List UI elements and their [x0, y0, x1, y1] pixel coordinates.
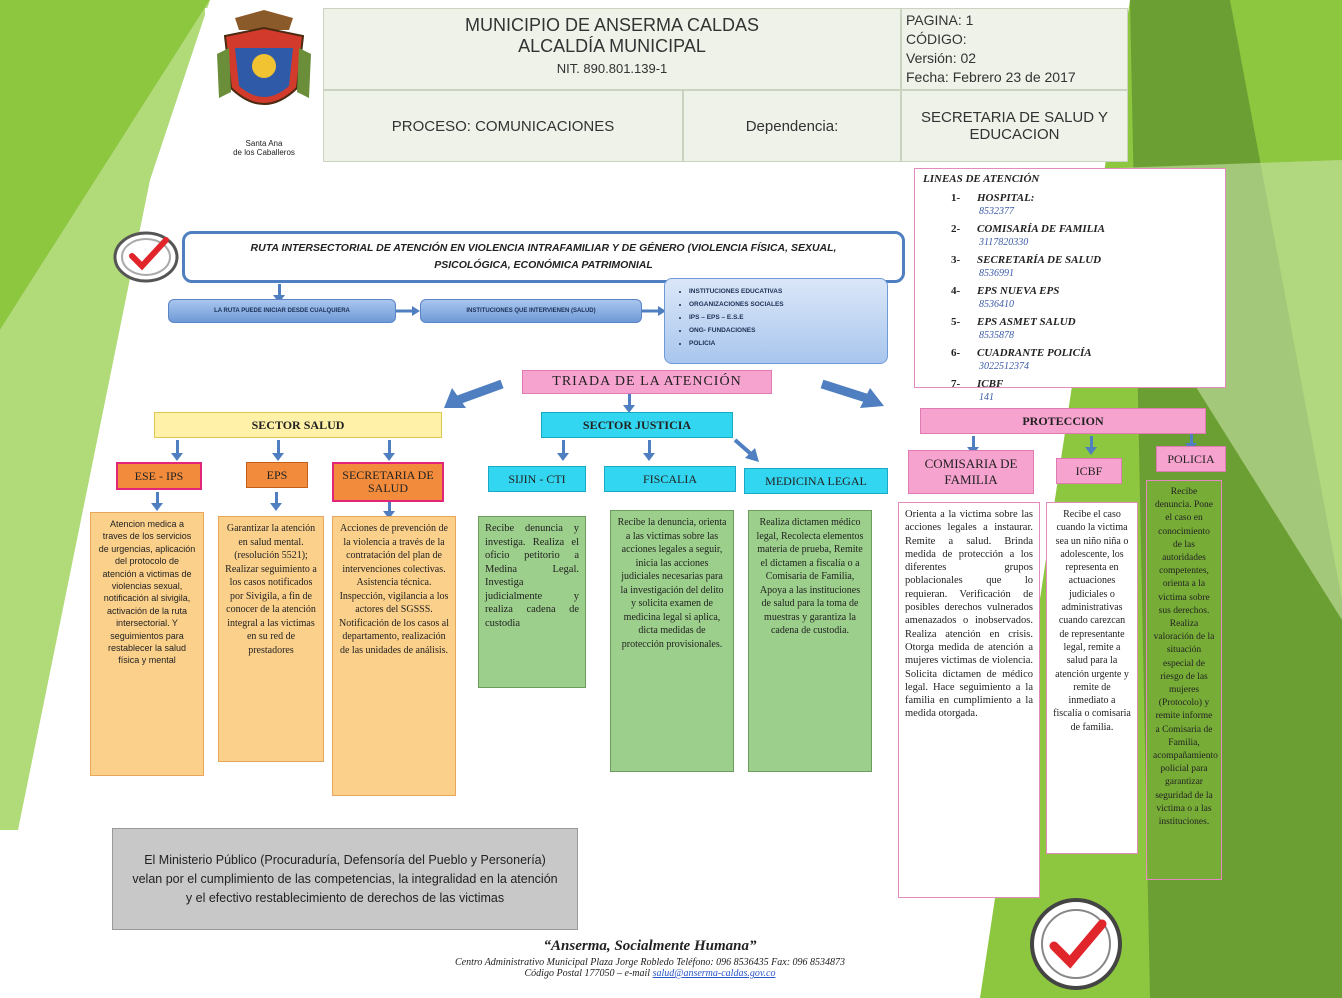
institutions-box	[664, 278, 888, 364]
seal-logo-icon	[1028, 896, 1124, 992]
arrow-proteccion-comisaria	[972, 436, 975, 448]
linea-item: 4- EPS NUEVA EPS 8536410	[951, 285, 1060, 310]
arrow-triada-right	[818, 378, 888, 412]
sijin-cti-box: Recibe denuncia y investiga. Realiza el oficio petitorio a Medina Legal. Investiga judicialmente y realiza cadena de custodia	[478, 516, 586, 688]
route-title-box	[182, 231, 905, 283]
coat-of-arms-icon	[205, 8, 323, 128]
header-title-cell	[323, 8, 901, 90]
secretaria-salud-label: SECRETARIA DE SALUD	[332, 462, 444, 502]
icbf-box: Recibe el caso cuando la victima sea un niño niña o adolescente, los representa en actuaciones judiciales o administrativas cuando carezcan de representante legal, remite a salud para la atención urgente y remite de inmediato a fiscalía o comisaria de familia.	[1046, 502, 1138, 854]
comisaria-familia-box: Orienta a la victima sobre las acciones legales a instaurar. Remite a salud. Brinda medida de protección a los diferentes grupos poblacionales que lo requieran. Verificación de posibles derechos vulnerados amenazados o inobservados. Realiza atención en crisis. Otorga medida de atención a mujeres victimas de violencia. Solicita dictamen de médico legal. Hace seguimiento a la familia en cumplimiento a la medida otorgada.	[898, 502, 1040, 898]
nit-text: NIT. 890.801.139-1	[556, 61, 668, 76]
footer-postal: Código Postal 177050 – e-mail	[524, 968, 651, 979]
arrow-justicia-medicina	[733, 438, 763, 464]
linea-item: 6- CUADRANTE POLICÍA 3022512374	[951, 347, 1092, 372]
comisaria-familia-label: COMISARIA DE FAMILIA	[908, 450, 1034, 494]
sector-proteccion-label: PROTECCION	[920, 408, 1206, 434]
arrow-mid-to-list	[642, 305, 666, 317]
fecha-text: Fecha: Febrero 23 de 2017	[906, 69, 1076, 85]
arrow-salud-sec	[388, 440, 391, 454]
footer-address: Centro Administrativo Municipal Plaza Jorge Robledo Teléfono: 096 8536435 Fax: 096 8534873	[454, 957, 846, 968]
fiscalia-label: FISCALIA	[604, 466, 736, 492]
ministerio-box	[112, 828, 578, 930]
header-meta-cell	[901, 8, 1128, 90]
footer-slogan: “Anserma, Socialmente Humana”	[543, 938, 757, 954]
institution-item: • ORGANIZACIONES SOCIALES	[689, 298, 879, 311]
route-title: RUTA INTERSECTORIAL DE ATENCIÓN EN VIOLENCIA INTRAFAMILIAR Y DE GÉNERO (VIOLENCIA FÍSICA, SEXUAL, PSICOLÓGICA, ECONÓMICA PATRIMONIAL	[250, 242, 837, 271]
arrow-proteccion-icbf	[1090, 436, 1093, 448]
linea-item: 2- COMISARÍA DE FAMILIA 3117820330	[951, 223, 1105, 248]
fiscalia-box: Recibe la denuncia, orienta a las victimas sobre las acciones legales a seguir, inicia las acciones judiciales necesarias para la investigación del delito y solicita examen de medicina legal si aplica, dicta medidas de protección provisionales.	[610, 510, 734, 772]
dependencia-text: Dependencia:	[745, 117, 839, 135]
sector-justicia-label: SECTOR JUSTICIA	[541, 412, 733, 438]
lineas-list	[923, 188, 1217, 403]
eps-label: EPS	[246, 462, 308, 488]
footer-postal-line	[330, 968, 970, 979]
footer-email-link[interactable]: salud@anserma-caldas.gov.co	[652, 968, 776, 979]
arrow-salud-eps	[277, 440, 280, 454]
institution-item: • IPS – EPS – E.S.E	[689, 311, 879, 324]
icbf-label: ICBF	[1056, 458, 1122, 484]
linea-item: 3- SECRETARÍA DE SALUD 8536991	[951, 254, 1102, 279]
institutions-list	[673, 285, 879, 350]
proceso-cell	[323, 90, 683, 162]
medicina-legal-label: MEDICINA LEGAL	[744, 468, 888, 494]
institution-item: • POLICIA	[689, 337, 879, 350]
arrow-triada-left	[440, 378, 506, 414]
municipio-title: MUNICIPIO DE ANSERMA CALDAS	[464, 15, 760, 35]
arrow-ese-box	[156, 492, 159, 504]
route-mid-pill: INSTITUCIONES QUE INTERVIENEN (SALUD)	[420, 299, 642, 323]
header-logo-cell	[205, 8, 323, 164]
policia-label: POLICIA	[1156, 446, 1226, 472]
ministerio-text: El Ministerio Público (Procuraduría, Defensoría del Pueblo y Personería) velan por el cumplimiento de las competencias, la integralidad en la atención y el efectivo restablecimiento de derechos de las victimas	[132, 852, 558, 905]
route-left-pill: LA RUTA PUEDE INICIAR DESDE CUALQUIERA	[168, 299, 396, 323]
sector-salud-label: SECTOR SALUD	[154, 412, 442, 438]
secretaria-salud-box: Acciones de prevención de la violencia a través de la contratación del plan de intervenciones colectivas. Asistencia técnica. Inspección, vigilancia a los actores del SGSSS. Notificación de los casos al departamento, realización de las unidades de análisis.	[332, 516, 456, 796]
ese-ips-label: ESE - IPS	[116, 462, 202, 490]
ese-ips-box: Atencion medica a traves de los servicios de urgencias, aplicación del protocolo de atención a victimas de violencias sexual, notificación al sivigila, activación de la ruta intersectorial. Y seguimientos para restablecer la salud física y mental	[90, 512, 204, 776]
linea-item: 1- HOSPITAL: 8532377	[951, 192, 1035, 217]
version-text: Versión: 02	[906, 50, 977, 66]
arrow-triada-down	[628, 394, 631, 406]
arrow-route-down	[278, 284, 281, 296]
logo-caption: Santa Ana de los Caballeros	[233, 139, 295, 157]
linea-item: 7- ICBF 141	[951, 378, 1004, 403]
footer	[330, 938, 970, 979]
arrow-proteccion-policia	[1190, 434, 1193, 444]
eps-box: Garantizar la atención en salud mental. (resolución 5521); Realizar seguimiento a los casos notificados por Sivigila, a fin de conocer de la atención integral a las victimas en su red de prestadores	[218, 516, 324, 762]
check-seal-icon	[112, 230, 180, 284]
codigo-text: CÓDIGO:	[906, 31, 967, 47]
medicina-legal-box: Realiza dictamen médico legal, Recolecta elementos materia de prueba, Remite el dictamen a fiscalía o a Comisaria de Familia, Apoya a las instituciones de salud para la toma de muestras y garantiza la cadena de custodia.	[748, 510, 872, 772]
policia-box: Recibe denuncia. Pone el caso en conocimiento de las autoridades competentes, orienta a la victima sobre sus derechos. Realiza valoración de la situación especial de riesgo de las mujeres (Protocolo) y remite informe a Comisaria de Familia, acompañamiento policial para garantizar seguridad de la victima o a las instituciones.	[1146, 480, 1222, 880]
proceso-text: PROCESO: COMUNICACIONES	[391, 117, 615, 135]
arrow-eps-box	[275, 492, 278, 504]
triada-label: TRIADA DE LA ATENCIÓN	[522, 370, 772, 394]
alcaldia-title: ALCALDÍA MUNICIPAL	[518, 36, 706, 56]
dependencia-cell	[683, 90, 901, 162]
lineas-title: LINEAS DE ATENCIÓN	[923, 173, 1040, 185]
linea-item: 5- EPS ASMET SALUD 8535878	[951, 316, 1076, 341]
arrow-sec-box	[388, 502, 391, 512]
lineas-atencion-box	[914, 168, 1226, 403]
institution-item: • ONG- FUNDACIONES	[689, 324, 879, 337]
arrow-salud-ese	[176, 440, 179, 454]
pagina-text: PAGINA: 1	[906, 12, 974, 28]
arrow-justicia-sijin	[562, 440, 565, 454]
secretaria-text: SECRETARIA DE SALUD Y EDUCACION	[920, 109, 1108, 143]
sijin-cti-label: SIJIN - CTI	[488, 466, 586, 492]
arrow-justicia-fiscalia	[648, 440, 651, 454]
institution-item: • INSTITUCIONES EDUCATIVAS	[689, 285, 879, 298]
secretaria-cell	[901, 90, 1128, 162]
arrow-left-to-mid	[396, 305, 420, 317]
